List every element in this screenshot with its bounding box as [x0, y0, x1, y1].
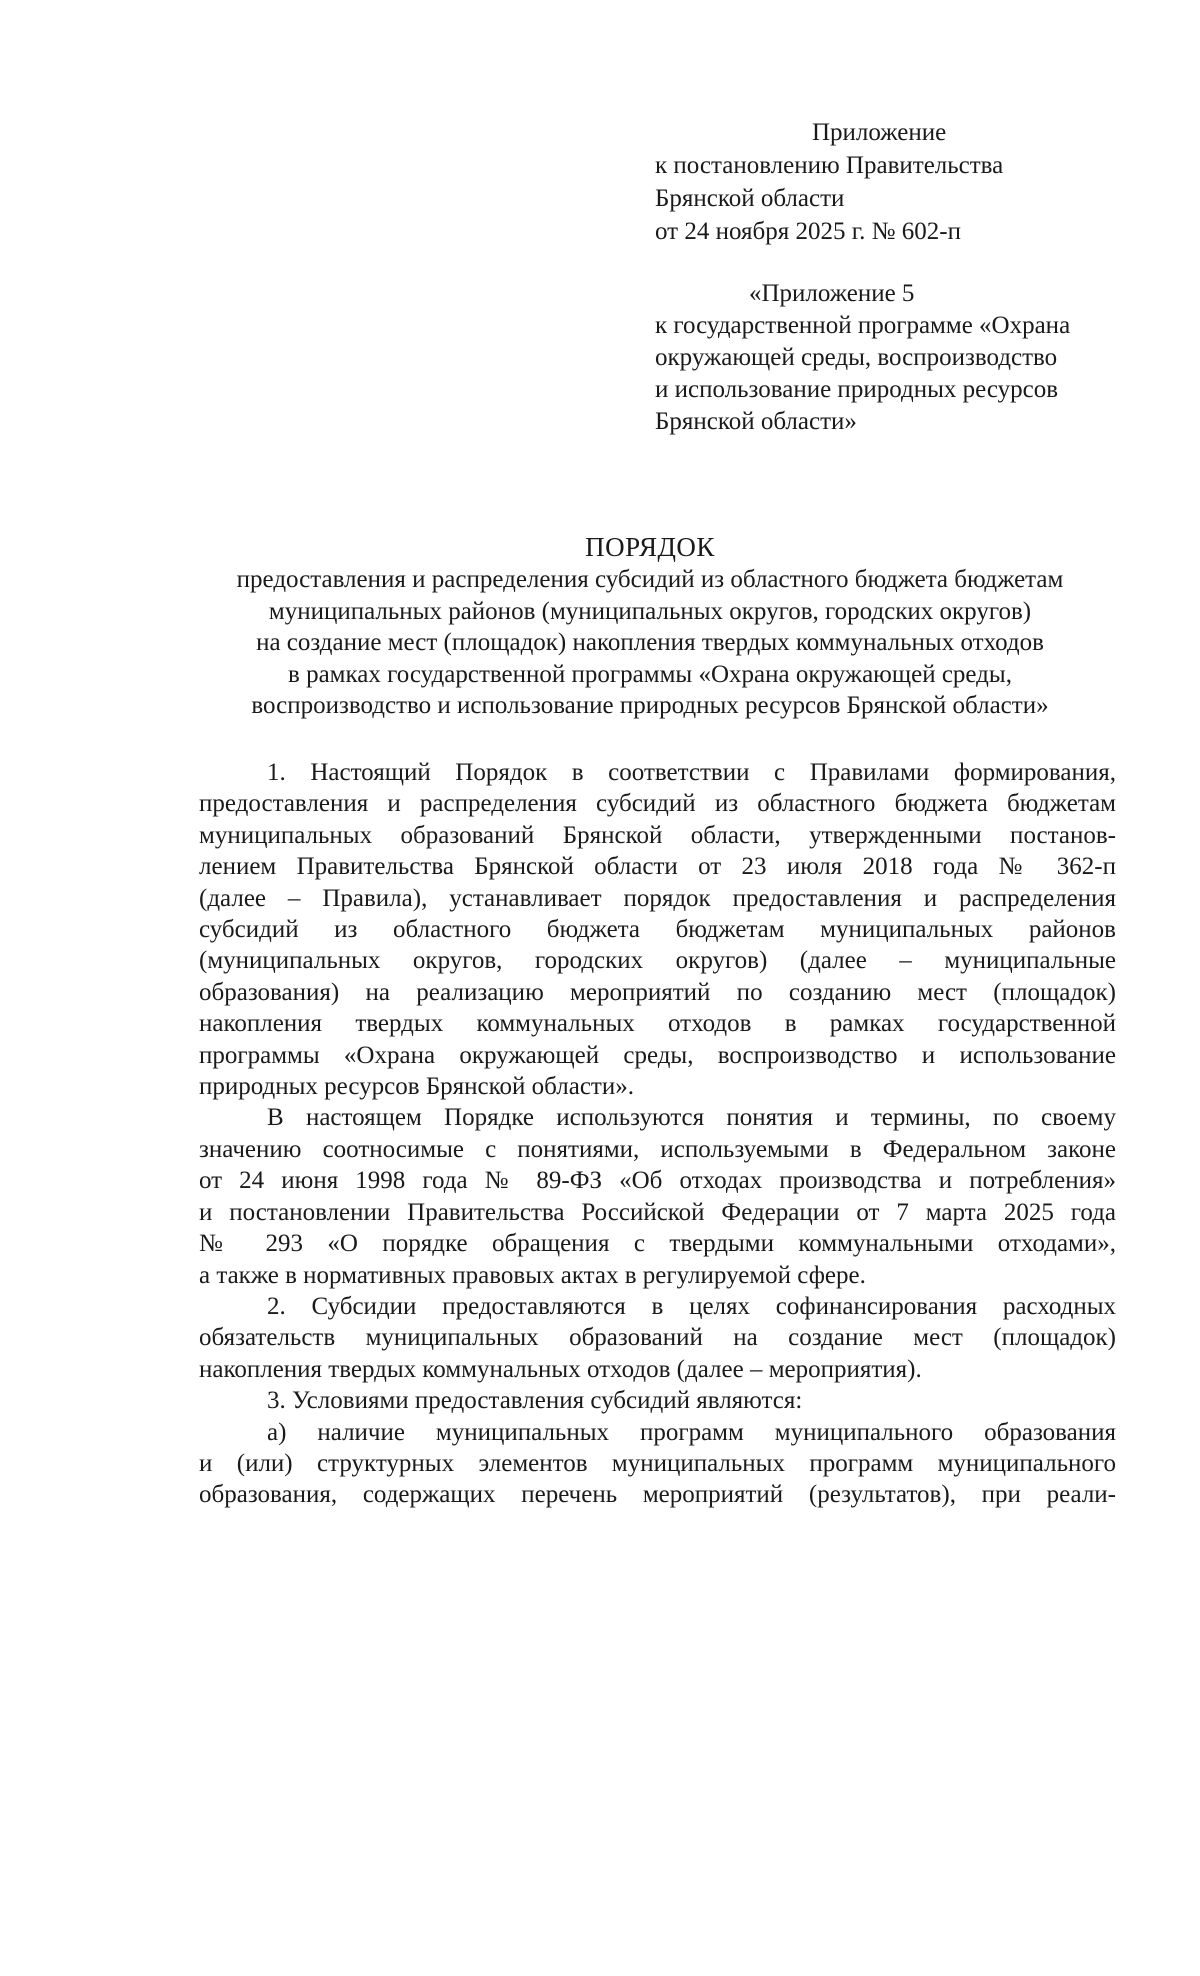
subtitle-line: муниципальных районов (муниципальных округов, городских округов) — [268, 597, 1032, 625]
paragraph-3 — [199, 1291, 1116, 1385]
subtitle-line: в рамках государственной программы «Охрана окружающей среды, — [288, 660, 1012, 688]
paragraph-4 — [199, 1385, 1116, 1416]
subtitle-line: на создание мест (площадок) накопления твердых коммунальных отходов — [256, 629, 1044, 656]
text-line: а также в нормативных правовых актах в регулируемой сфере. — [199, 1261, 866, 1289]
program-appendix-line: к государственной программе «Охрана — [655, 312, 1071, 339]
text-line: предоставления и распределения субсидий из областного бюджета бюджетам — [199, 790, 1116, 818]
text-line: (далее – Правила), устанавливает порядок предоставления и распределения — [199, 884, 1116, 912]
program-appendix-label: «Приложение 5 — [749, 280, 915, 307]
text-line: 1. Настоящий Порядок в соответствии с Правилами формирования, — [267, 759, 1116, 786]
text-line: лением Правительства Брянской области от 23 июля 2018 года № 362-п — [199, 853, 1116, 881]
text-line: программы «Охрана окружающей среды, воспроизводство и использование — [199, 1041, 1116, 1069]
subtitle-line: предоставления и распределения субсидий из областного бюджета бюджетам — [236, 566, 1064, 593]
text-line: 2. Субсидии предоставляются в целях софинансирования расходных — [267, 1292, 1116, 1320]
text-line: и (или) структурных элементов муниципальных программ муниципального — [199, 1449, 1116, 1477]
text-line: и постановлении Правительства Российской Федерации от 7 марта 2025 года — [199, 1198, 1116, 1226]
appendix-region: Брянской области — [655, 185, 845, 212]
text-line: накопления твердых коммунальных отходов (далее – мероприятия). — [199, 1355, 922, 1383]
text-line: накопления твердых коммунальных отходов в рамках государственной — [199, 1010, 1116, 1038]
text-line: муниципальных образований Брянской области, утвержденными постанов- — [199, 821, 1116, 849]
appendix-date-number: от 24 ноября 2025 г. № 602-п — [655, 218, 961, 245]
paragraph-1 — [199, 757, 1116, 1102]
program-appendix-line: и использование природных ресурсов — [655, 376, 1059, 403]
document-title: ПОРЯДОК — [585, 532, 715, 562]
text-line: субсидий из областного бюджета бюджетам муниципальных районов — [199, 916, 1116, 944]
appendix-resolution-ref: к постановлению Правительства — [655, 152, 1004, 179]
subtitle-line: воспроизводство и использование природных ресурсов Брянской области» — [251, 692, 1049, 719]
text-line: значению соотносимые с понятиями, используемыми в Федеральном законе — [199, 1135, 1116, 1163]
text-line: а) наличие муниципальных программ муниципального образования — [267, 1418, 1116, 1446]
text-line: обязательств муниципальных образований на создание мест (площадок) — [199, 1324, 1116, 1352]
text-line: В настоящем Порядке используются понятия и термины, по своему — [267, 1104, 1116, 1132]
text-line: образования, содержащих перечень мероприятий (результатов), при реали- — [199, 1481, 1116, 1509]
program-appendix-header — [655, 278, 1125, 438]
document-subtitle — [150, 564, 1150, 722]
document-title-block — [150, 530, 1150, 722]
text-line: № 293 «О порядке обращения с твердыми коммунальными отходами», — [199, 1230, 1116, 1258]
text-line: природных ресурсов Брянской области». — [199, 1073, 634, 1101]
program-appendix-line: Брянской области» — [655, 408, 857, 435]
program-appendix-line: окружающей среды, воспроизводство — [655, 344, 1058, 371]
text-line: образования) на реализацию мероприятий по созданию мест (площадок) — [199, 978, 1116, 1006]
text-line: (муниципальных округов, городских округов) (далее – муниципальные — [199, 947, 1116, 975]
appendix-header — [655, 116, 1115, 248]
paragraph-2 — [199, 1102, 1116, 1290]
appendix-label: Приложение — [812, 119, 947, 146]
paragraph-5 — [199, 1417, 1116, 1511]
text-line: 3. Условиями предоставления субсидий являются: — [267, 1387, 803, 1415]
document-body — [199, 757, 1116, 1511]
text-line: от 24 июня 1998 года № 89-ФЗ «Об отходах производства и потребления» — [199, 1167, 1116, 1195]
